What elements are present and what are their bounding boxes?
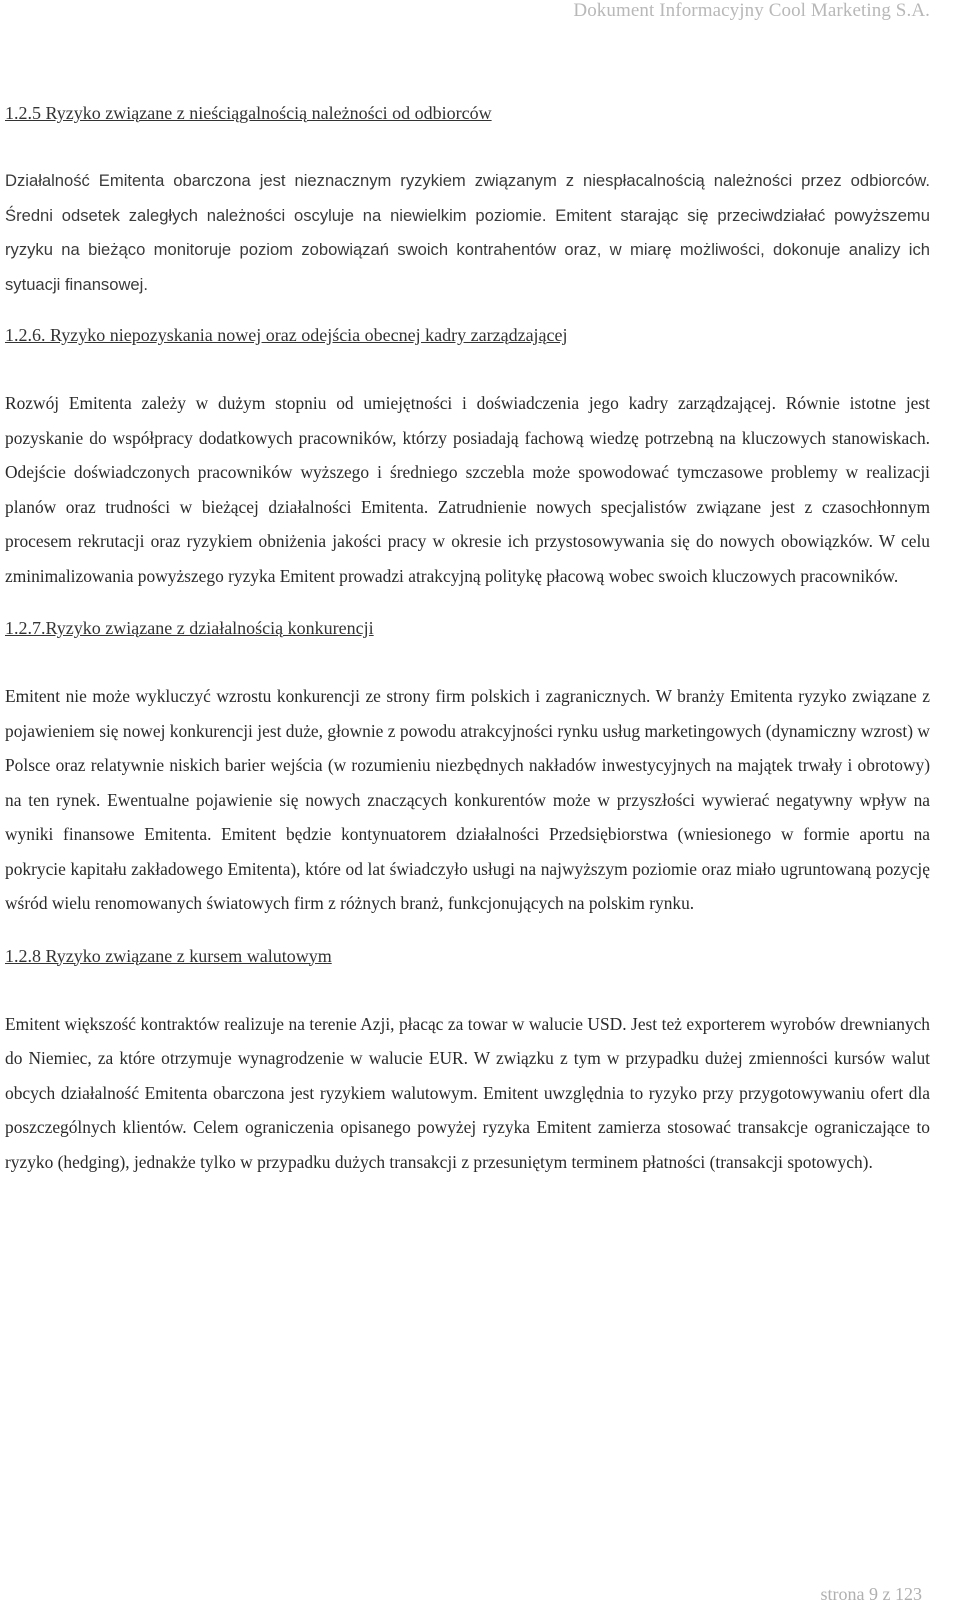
section-heading-1-2-5: 1.2.5 Ryzyko związane z nieściągalnością należności od odbiorców xyxy=(5,103,492,123)
section-paragraph-1-2-5: Działalność Emitenta obarczona jest nieznacznym ryzykiem związanym z niespłacalnością należności przez odbiorców. Średni odsetek zaległych należności oscyluje na niewielkim poziomie. Emitent starając się przeciwdziałać powyższemu ryzyku na bieżąco monitoruje poziom zobowiązań swoich kontrahentów oraz, w miarę możliwości, dokonuje analizy ich sytuacji finansowej. xyxy=(5,171,930,294)
section-heading-1-2-8: 1.2.8 Ryzyko związane z kursem walutowym xyxy=(5,945,332,966)
section-heading-1-2-7: 1.2.7.Ryzyko związane z działalnością konkurencji xyxy=(5,618,374,638)
document-header: Dokument Informacyjny Cool Marketing S.A. xyxy=(573,0,930,21)
page-number: strona 9 z 123 xyxy=(820,1584,922,1604)
section-heading-1-2-6: 1.2.6. Ryzyko niepozyskania nowej oraz odejścia obecnej kadry zarządzającej xyxy=(5,325,568,345)
section-paragraph-1-2-7: Emitent nie może wykluczyć wzrostu konkurencji ze strony firm polskich i zagranicznych. W branży Emitenta ryzyko związane z pojawieniem się nowej konkurencji jest duże, głownie z powodu atrakcyjności rynku usług marketingowych (dynamiczny wzrost) w Polsce oraz relatywnie niskich barier wejścia (w rozumieniu niezbędnych nakładów inwestycyjnych na majątek trwały i obrotowy) na ten rynek. Ewentualne pojawienie się nowych znaczących konkurentów może w przyszłości wywierać negatywny wpływ na wyniki finansowe Emitenta. Emitent będzie kontynuatorem działalności Przedsiębiorstwa (wniesionego w formie aportu na pokrycie kapitału zakładowego Emitenta), które od lat świadczyło usługi na najwyższym poziomie oraz miało ugruntowaną pozycję wśród wielu renomowanych światowych firm z różnych branż, funkcjonujących na polskim rynku. xyxy=(5,686,930,913)
document-body xyxy=(5,102,930,1203)
section-paragraph-1-2-6: Rozwój Emitenta zależy w dużym stopniu od umiejętności i doświadczenia jego kadry zarządzającej. Równie istotne jest pozyskanie do współpracy dodatkowych pracowników, którzy posiadają fachową wiedzę potrzebną na kluczowych stanowiskach. Odejście doświadczonych pracowników wyższego i średniego szczebla może spowodować tymczasowe problemy w realizacji planów oraz trudności w bieżącej działalności Emitenta. Zatrudnienie nowych specjalistów związane jest z czasochłonnym procesem rekrutacji oraz ryzykiem obniżenia jakości pracy w okresie ich przystosowywania się do nowych obowiązków. W celu zminimalizowania powyższego ryzyka Emitent prowadzi atrakcyjną politykę płacową wobec swoich kluczowych pracowników. xyxy=(5,393,930,586)
section-paragraph-1-2-8: Emitent większość kontraktów realizuje na terenie Azji, płacąc za towar w walucie USD. Jest też exporterem wyrobów drewnianych do Niemiec, za które otrzymuje wynagrodzenie w walucie EUR. W związku z tym w przypadku dużej zmienności kursów walut obcych działalność Emitenta obarczona jest ryzykiem walutowym. Emitent uwzględnia to ryzyko przy przygotowywaniu ofert dla poszczególnych klientów. Celem ograniczenia opisanego powyżej ryzyka Emitent zamierza stosować transakcje ograniczające to ryzyko (hedging), jednakże tylko w przypadku dużych transakcji z przesuniętym terminem płatności (transakcji spotowych). xyxy=(5,1013,930,1172)
